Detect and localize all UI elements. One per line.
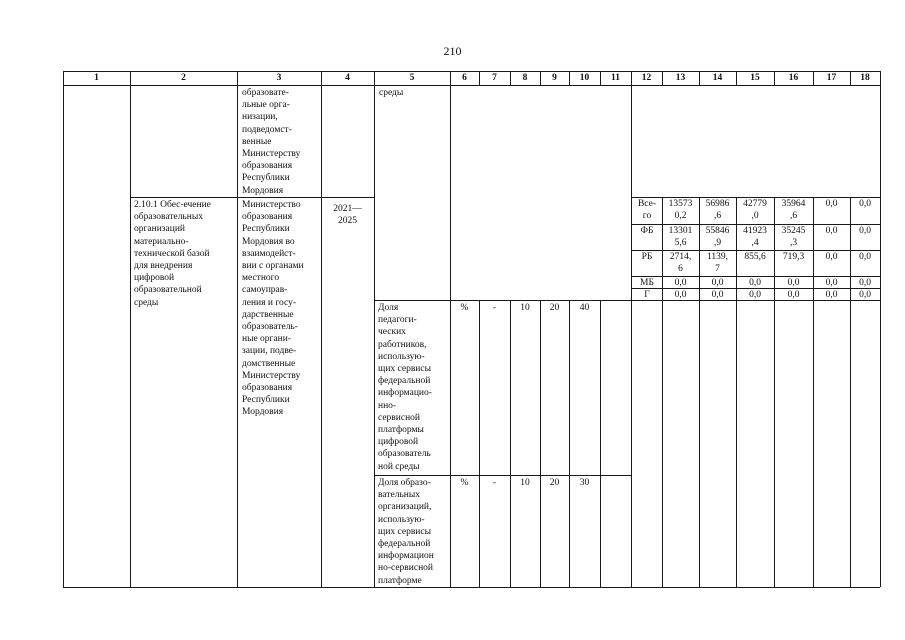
column-divider xyxy=(63,71,64,587)
activity-name: 2.10.1 Обес-ечение образовательных организаций материально- технической базой для внедрения цифровой образовательной среды xyxy=(134,200,211,308)
finance-value: 0,0 xyxy=(825,226,838,236)
column-divider xyxy=(662,197,663,587)
column-divider xyxy=(813,197,814,587)
column-divider xyxy=(736,197,737,587)
finance-source: ФБ xyxy=(640,226,654,236)
header-number: 10 xyxy=(579,73,590,83)
column-divider xyxy=(130,71,131,587)
finance-value: 0,0 xyxy=(674,290,687,300)
finance-value: 0,0 xyxy=(711,278,724,288)
column-divider xyxy=(600,300,601,587)
header-number: 7 xyxy=(492,73,497,83)
header-number: 3 xyxy=(276,73,282,83)
finance-value: 0,0 xyxy=(825,199,838,209)
header-number: 11 xyxy=(611,73,620,83)
indicator-value: 20 xyxy=(549,303,560,313)
indicator-base: - xyxy=(492,303,497,313)
indicator-unit: % xyxy=(460,478,469,488)
header-bottom-border xyxy=(63,85,880,86)
finance-value: 0,0 xyxy=(859,226,871,236)
indicator-row-divider xyxy=(374,300,631,301)
page-number: 210 xyxy=(443,44,462,58)
finance-value: 0,0 xyxy=(825,290,838,300)
finance-value: 0,0 xyxy=(749,290,761,300)
finance-source: МБ xyxy=(640,278,654,288)
header-number: 18 xyxy=(860,73,870,83)
indicator-text: Доля образо- вательных организаций, использую- щих сервисы федеральной информацион но-сервисной платформе xyxy=(378,478,434,586)
column-divider xyxy=(321,71,322,587)
table-bottom-border xyxy=(63,587,880,588)
prev-indicator-text: среды xyxy=(379,88,404,98)
header-number: 8 xyxy=(522,73,528,83)
header-number: 9 xyxy=(552,73,557,83)
finance-source: Г xyxy=(644,290,650,300)
indicator-value: 40 xyxy=(579,303,590,313)
indicator-base: - xyxy=(492,478,497,488)
activity-period: 2021— 2025 xyxy=(333,204,362,227)
column-divider xyxy=(450,85,451,587)
column-divider xyxy=(237,71,238,587)
header-number: 12 xyxy=(641,73,652,83)
column-divider xyxy=(699,197,700,587)
finance-value: 0,0 xyxy=(749,278,761,288)
finance-value: 0,0 xyxy=(711,290,724,300)
header-number: 6 xyxy=(462,73,467,83)
finance-value: 56986 ,6 xyxy=(705,199,730,222)
finance-value: 0,0 xyxy=(787,290,800,300)
finance-value: 0,0 xyxy=(859,278,871,288)
finance-value: 0,0 xyxy=(859,252,871,262)
column-divider xyxy=(850,197,851,587)
finance-value: 0,0 xyxy=(825,252,838,262)
indicator-value: 10 xyxy=(520,478,530,488)
finance-source: РБ xyxy=(641,252,653,262)
finance-value: 55846 ,9 xyxy=(705,226,730,249)
finance-value: 2714, 6 xyxy=(669,252,692,275)
finance-value: 719,3 xyxy=(782,252,805,262)
column-divider xyxy=(774,197,775,587)
header-number: 17 xyxy=(826,73,837,83)
column-divider xyxy=(479,300,480,587)
header-number: 15 xyxy=(750,73,760,83)
indicator-value: 30 xyxy=(579,478,590,488)
column-divider xyxy=(540,300,541,587)
finance-value: 1139, 7 xyxy=(706,252,729,275)
finance-value: 0,0 xyxy=(859,290,871,300)
indicator-unit: % xyxy=(460,303,469,313)
finance-value: 42779 ,0 xyxy=(743,199,767,222)
finance-value: 35964 ,6 xyxy=(781,199,806,222)
activity-executor: Министерство образования Республики Мордовия во взаимодейст- вии с органами местного самоуправ- ления и госу- дарственные образователь- ные органи- зации, подве- домственные Министерству образования Республики Мордовия xyxy=(242,200,304,418)
indicator-value: 10 xyxy=(520,303,530,313)
column-divider xyxy=(880,71,881,587)
finance-value: 41923 ,4 xyxy=(743,226,767,249)
finance-value: 0,0 xyxy=(825,278,838,288)
finance-value: 35245 ,3 xyxy=(781,226,806,249)
prev-executor-text: образовате- льные орга- низации, подведомст- венные Министерству образования Республики Мордовия xyxy=(242,88,301,196)
header-number: 16 xyxy=(788,73,799,83)
header-number: 2 xyxy=(181,73,186,83)
header-number: 4 xyxy=(345,73,350,83)
indicator-row-divider xyxy=(374,475,631,476)
column-divider xyxy=(631,85,632,587)
finance-value: 13573 0,2 xyxy=(668,199,693,222)
finance-value: 0,0 xyxy=(674,278,687,288)
header-number: 14 xyxy=(712,73,723,83)
indicator-text: Доля педагоги- ческих работников, использую- щих сервисы федеральной информацио- нно- сервисной платформы цифровой образователь ной среды xyxy=(378,303,432,472)
header-number: 13 xyxy=(675,73,686,83)
finance-value: 0,0 xyxy=(859,199,871,209)
finance-source: Все- го xyxy=(637,199,657,222)
row-divider xyxy=(130,197,374,198)
indicator-value: 20 xyxy=(549,478,560,488)
finance-value: 13301 5,6 xyxy=(668,226,693,249)
finance-value: 855,6 xyxy=(744,252,766,262)
column-divider xyxy=(374,71,375,587)
column-divider xyxy=(569,300,570,587)
column-divider xyxy=(510,300,511,587)
header-number: 1 xyxy=(94,73,99,83)
header-number: 5 xyxy=(409,73,415,83)
finance-value: 0,0 xyxy=(787,278,800,288)
